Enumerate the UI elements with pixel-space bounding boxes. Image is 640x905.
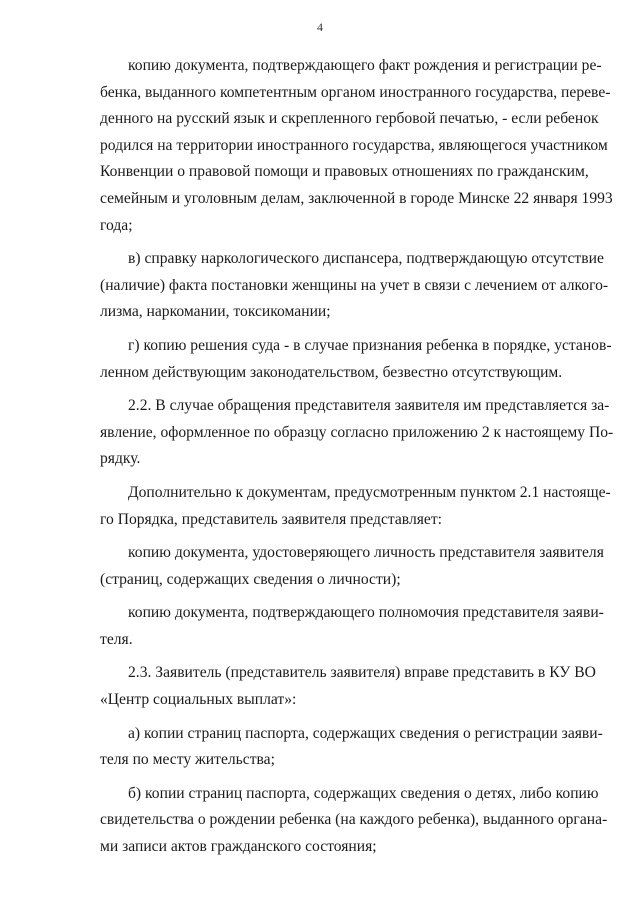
paragraph-birth-document-copy [100,53,613,239]
text-line: а) копии страниц паспорта, содержащих сведения о регистрации заяви- [128,724,603,742]
text-line: явление, оформленное по образцу согласно приложению 2 к настоящему По- [100,423,614,441]
text-line: го Порядка, представитель заявителя представляет: [100,510,442,528]
text-line: (страниц, содержащих сведения о личности); [100,570,401,588]
text-line: теля. [100,630,133,648]
text-line: свидетельства о рождении ребенка (на каждого ребенка), выданного органа- [100,811,608,829]
text-line: ми записи актов гражданского состояния; [100,838,377,856]
text-line: родился на территории иностранного государства, являющегося участником [100,136,608,154]
text-line: г) копию решения суда - в случае признания ребенка в порядке, установ- [128,336,612,354]
text-line: 2.3. Заявитель (представитель заявителя) вправе представить в КУ ВО [128,664,596,682]
text-line: денного на русский язык и скрепленного гербовой печатью, - если ребенок [100,110,599,128]
text-line: рядку. [100,450,141,468]
paragraph-item-a [100,721,603,774]
text-line: б) копии страниц паспорта, содержащих сведения о детях, либо копию [128,784,599,802]
text-line: семейным и уголовным делам, заключенной в городе Минске 22 января 1993 [100,189,613,207]
text-line: в) справку наркологического диспансера, подтверждающую отсутствие [128,250,604,268]
text-line: (наличие) факта постановки женщины на учет в связи с лечением от алкого- [100,276,609,294]
paragraph-authority-copy [100,600,604,653]
text-line: года; [100,216,133,234]
text-line: ленном действующим законодательством, безвестно отсутствующим. [100,363,563,381]
paragraph-item-v [100,246,609,326]
paragraph-section-2-3 [100,660,596,713]
text-line: «Центр социальных выплат»: [100,691,297,709]
text-line: копию документа, удостоверяющего личность представителя заявителя [128,544,604,562]
text-line: копию документа, подтверждающего полномочия представителя заяви- [128,604,604,622]
text-line: теля по месту жительства; [100,751,275,769]
document-body [100,53,614,868]
paragraph-additional-documents [100,480,611,533]
text-line: 2.2. В случае обращения представителя заявителя им представляется за- [128,397,610,415]
text-line: Конвенции о правовой помощи и правовых отношениях по гражданским, [100,163,589,181]
paragraph-item-b [100,781,608,861]
text-line: бенка, выданного компетентным органом иностранного государства, переве- [100,83,611,101]
paragraph-section-2-2 [100,393,614,473]
text-line: Дополнительно к документам, предусмотренным пунктом 2.1 настояще- [128,483,611,501]
paragraph-representative-id-copy [100,540,604,593]
text-line: лизма, наркомании, токсикомании; [100,303,331,321]
text-line: копию документа, подтверждающего факт рождения и регистрации ре- [128,57,602,74]
paragraph-item-g [100,333,612,386]
page-number: 4 [317,20,323,34]
